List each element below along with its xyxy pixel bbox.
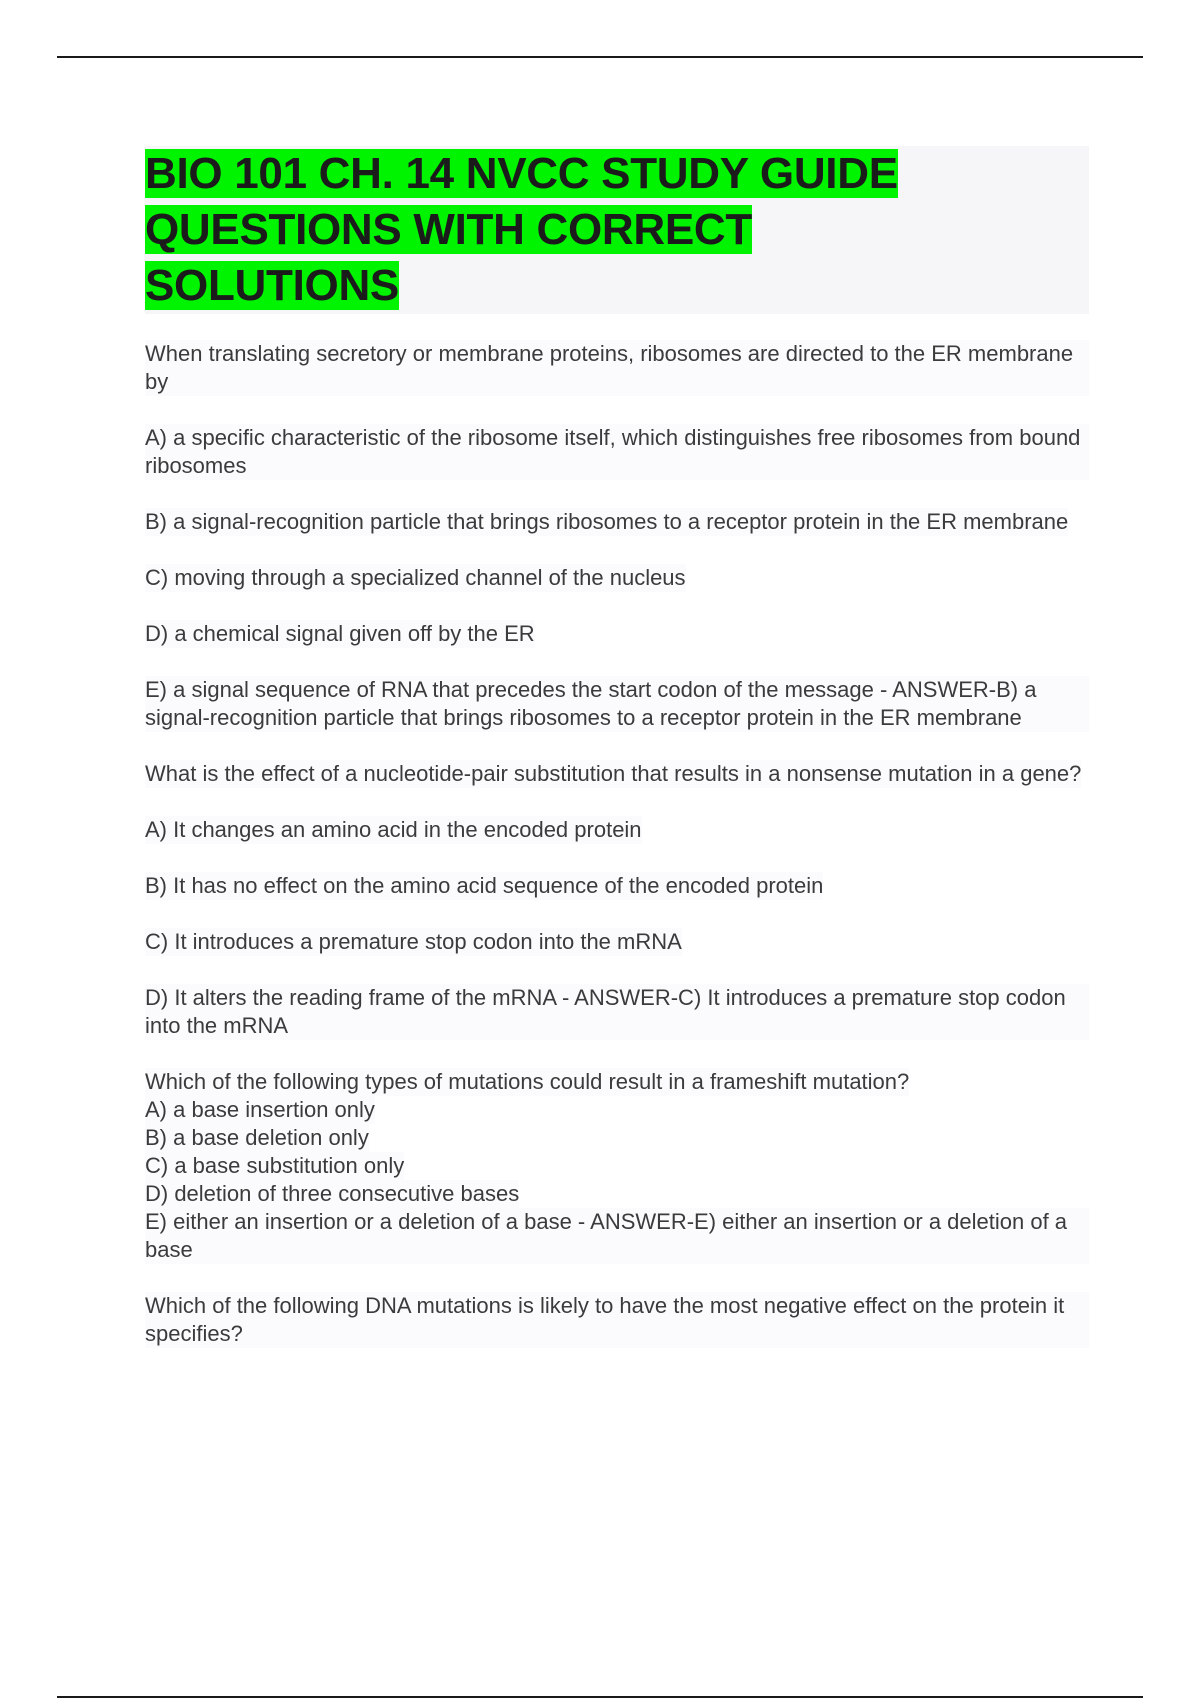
title-line-3: SOLUTIONS <box>145 261 399 310</box>
q2-option-a: A) It changes an amino acid in the encoded protein <box>145 817 642 842</box>
q3-option-c: C) a base substitution only <box>145 1153 405 1178</box>
title-line-2: QUESTIONS WITH CORRECT <box>145 205 752 254</box>
q3-option-a: A) a base insertion only <box>145 1097 375 1122</box>
q3-option-d: D) deletion of three consecutive bases <box>145 1181 520 1206</box>
title-line-1: BIO 101 CH. 14 NVCC STUDY GUIDE <box>145 149 898 198</box>
top-rule <box>57 56 1143 58</box>
q1-option-d: D) a chemical signal given off by the ER <box>145 621 535 646</box>
q1-option-a: A) a specific characteristic of the ribosome itself, which distinguishes free ribosomes from bound ribosomes <box>145 424 1089 480</box>
bottom-rule <box>57 1696 1143 1698</box>
document-body <box>145 146 1089 1376</box>
question-3: Which of the following types of mutations could result in a frameshift mutation? <box>145 1069 910 1094</box>
q2-option-b: B) It has no effect on the amino acid sequence of the encoded protein <box>145 873 824 898</box>
document-title <box>145 146 1089 314</box>
question-1: When translating secretory or membrane proteins, ribosomes are directed to the ER membrane by <box>145 340 1089 396</box>
question-2: What is the effect of a nucleotide-pair substitution that results in a nonsense mutation in a gene? <box>145 761 1082 786</box>
q2-option-d-answer: D) It alters the reading frame of the mRNA - ANSWER-C) It introduces a premature stop codon into the mRNA <box>145 984 1089 1040</box>
q1-option-c: C) moving through a specialized channel of the nucleus <box>145 565 686 590</box>
question-4: Which of the following DNA mutations is likely to have the most negative effect on the protein it specifies? <box>145 1292 1089 1348</box>
q1-option-b: B) a signal-recognition particle that brings ribosomes to a receptor protein in the ER membrane <box>145 509 1069 534</box>
title-block <box>145 146 1089 314</box>
q1-option-e-answer: E) a signal sequence of RNA that precedes the start codon of the message - ANSWER-B) a signal-recognition particle that brings ribosomes to a receptor protein in the ER membrane <box>145 676 1089 732</box>
q3-option-e-answer: E) either an insertion or a deletion of a base - ANSWER-E) either an insertion or a deletion of a base <box>145 1208 1089 1264</box>
q2-option-c: C) It introduces a premature stop codon into the mRNA <box>145 929 682 954</box>
q3-option-b: B) a base deletion only <box>145 1125 369 1150</box>
